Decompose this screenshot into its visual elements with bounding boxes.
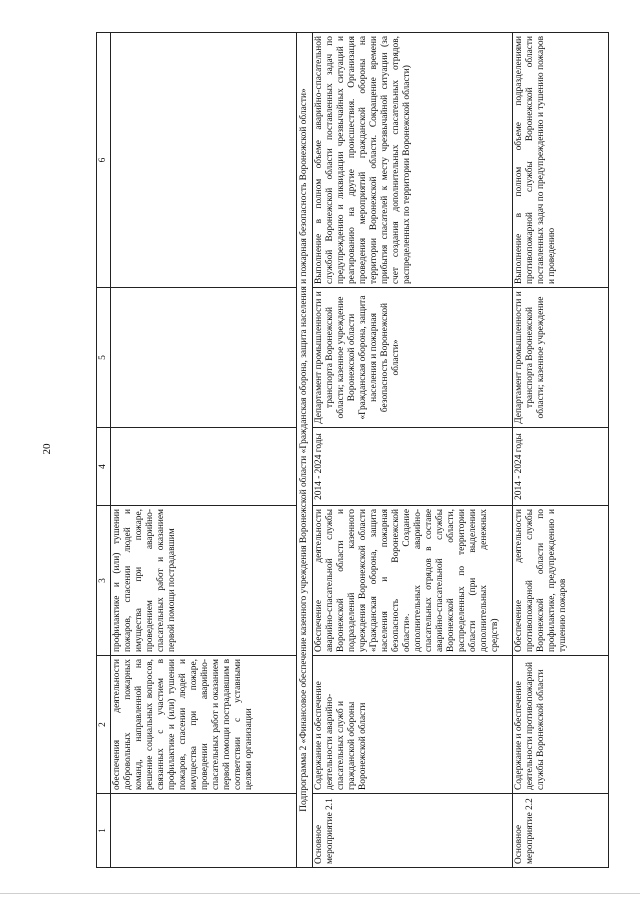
header-cell: 4 <box>97 428 111 506</box>
continuation-row <box>111 33 297 868</box>
header-cell: 3 <box>97 506 111 656</box>
table-cell: Выполнение в полном объеме аварийно-спасательной службой Воронежской области поставленных задач по предупреждению и ликвидации чрезвычайных ситуаций и реагированию на другие происшествия. Организация проведения мероприятий гражданской обороны на территории Воронежской области. Сокращение времени прибытия спасателей к месту чрезвычайной ситуации (за счет создания дополнительных спасательных отрядов, распределенных по территории Воронежской области) <box>313 33 513 288</box>
page-number: 20 <box>41 443 53 455</box>
footer-divider <box>0 893 640 894</box>
table-cell: Основное мероприятие 2.1 <box>313 794 513 868</box>
header-cell: 5 <box>97 288 111 428</box>
rotated-table-container <box>96 33 616 868</box>
header-cell: 2 <box>97 656 111 794</box>
table-row <box>313 33 513 868</box>
table-cell <box>111 794 297 868</box>
table-cell: Основное мероприятие 2.2 <box>513 794 609 868</box>
table-cell <box>111 33 297 288</box>
table-cell: 2014 - 2024 годы <box>313 428 513 506</box>
table-cell: профилактике и (или) тушении пожаров, спасении людей и имущества при пожаре, проведением аварийно-спасательных работ и оказанием первой помощи пострадавшим <box>111 506 297 656</box>
measures-table <box>96 32 609 868</box>
table-cell: Выполнение в полном объеме подразделениями противопожарной службы Воронежской области поставленных задач по предупреждению и тушению пожаров и проведению <box>513 33 609 288</box>
table-cell: Обеспечение деятельности аварийно-спасательной службы Воронежской области и подразделений казенного учреждения Воронежской области «Гражданская оборона, защита населения и пожарная безопасность Воронежской области». Создание дополнительных аварийно-спасательных отрядов в составе аварийно-спасательной службы Воронежской области, распределенных по территории области (при выделении дополнительных денежных средств) <box>313 506 513 656</box>
subprogram-row <box>297 33 313 868</box>
table-cell: Департамент промышленности и транспорта Воронежской области; казенное учреждение <box>513 288 609 428</box>
table-cell: Обеспечение деятельности противопожарной службы Воронежской области по профилактике, предупреждению и тушению пожаров <box>513 506 609 656</box>
header-cell: 1 <box>97 794 111 868</box>
table-cell <box>111 288 297 428</box>
table-cell <box>111 428 297 506</box>
table-cell: Содержание и обеспечение деятельности аварийно-спасательных служб и гражданской обороны Воронежской области <box>313 656 513 794</box>
table-cell: 2014 - 2024 годы <box>513 428 609 506</box>
header-cell: 6 <box>97 33 111 288</box>
table-cell: обеспечения деятельности добровольных пожарных команд, направленной на решение социальных вопросов, связанных с участием в профилактике и (или) тушении пожаров, спасении людей и имущества при пожаре, проведении аварийно-спасательных работ и оказанием первой помощи пострадавшим в соответствии с уставными целями организации <box>111 656 297 794</box>
subprogram-title: Подпрограмма 2 «Финансовое обеспечение казенного учреждения Воронежской области «Гражданская оборона, защита населения и пожарная безопасность Воронежской области» <box>297 33 313 868</box>
table-cell: Содержание и обеспечение деятельности противопожарной службы Воронежской области <box>513 656 609 794</box>
header-row <box>97 33 111 868</box>
table-cell: Департамент промышленности и транспорта Воронежской области; казенное учреждение Воронежской области «Гражданская оборона, защита населения и пожарная безопасность Воронежской области» <box>313 288 513 428</box>
table-row <box>513 33 609 868</box>
